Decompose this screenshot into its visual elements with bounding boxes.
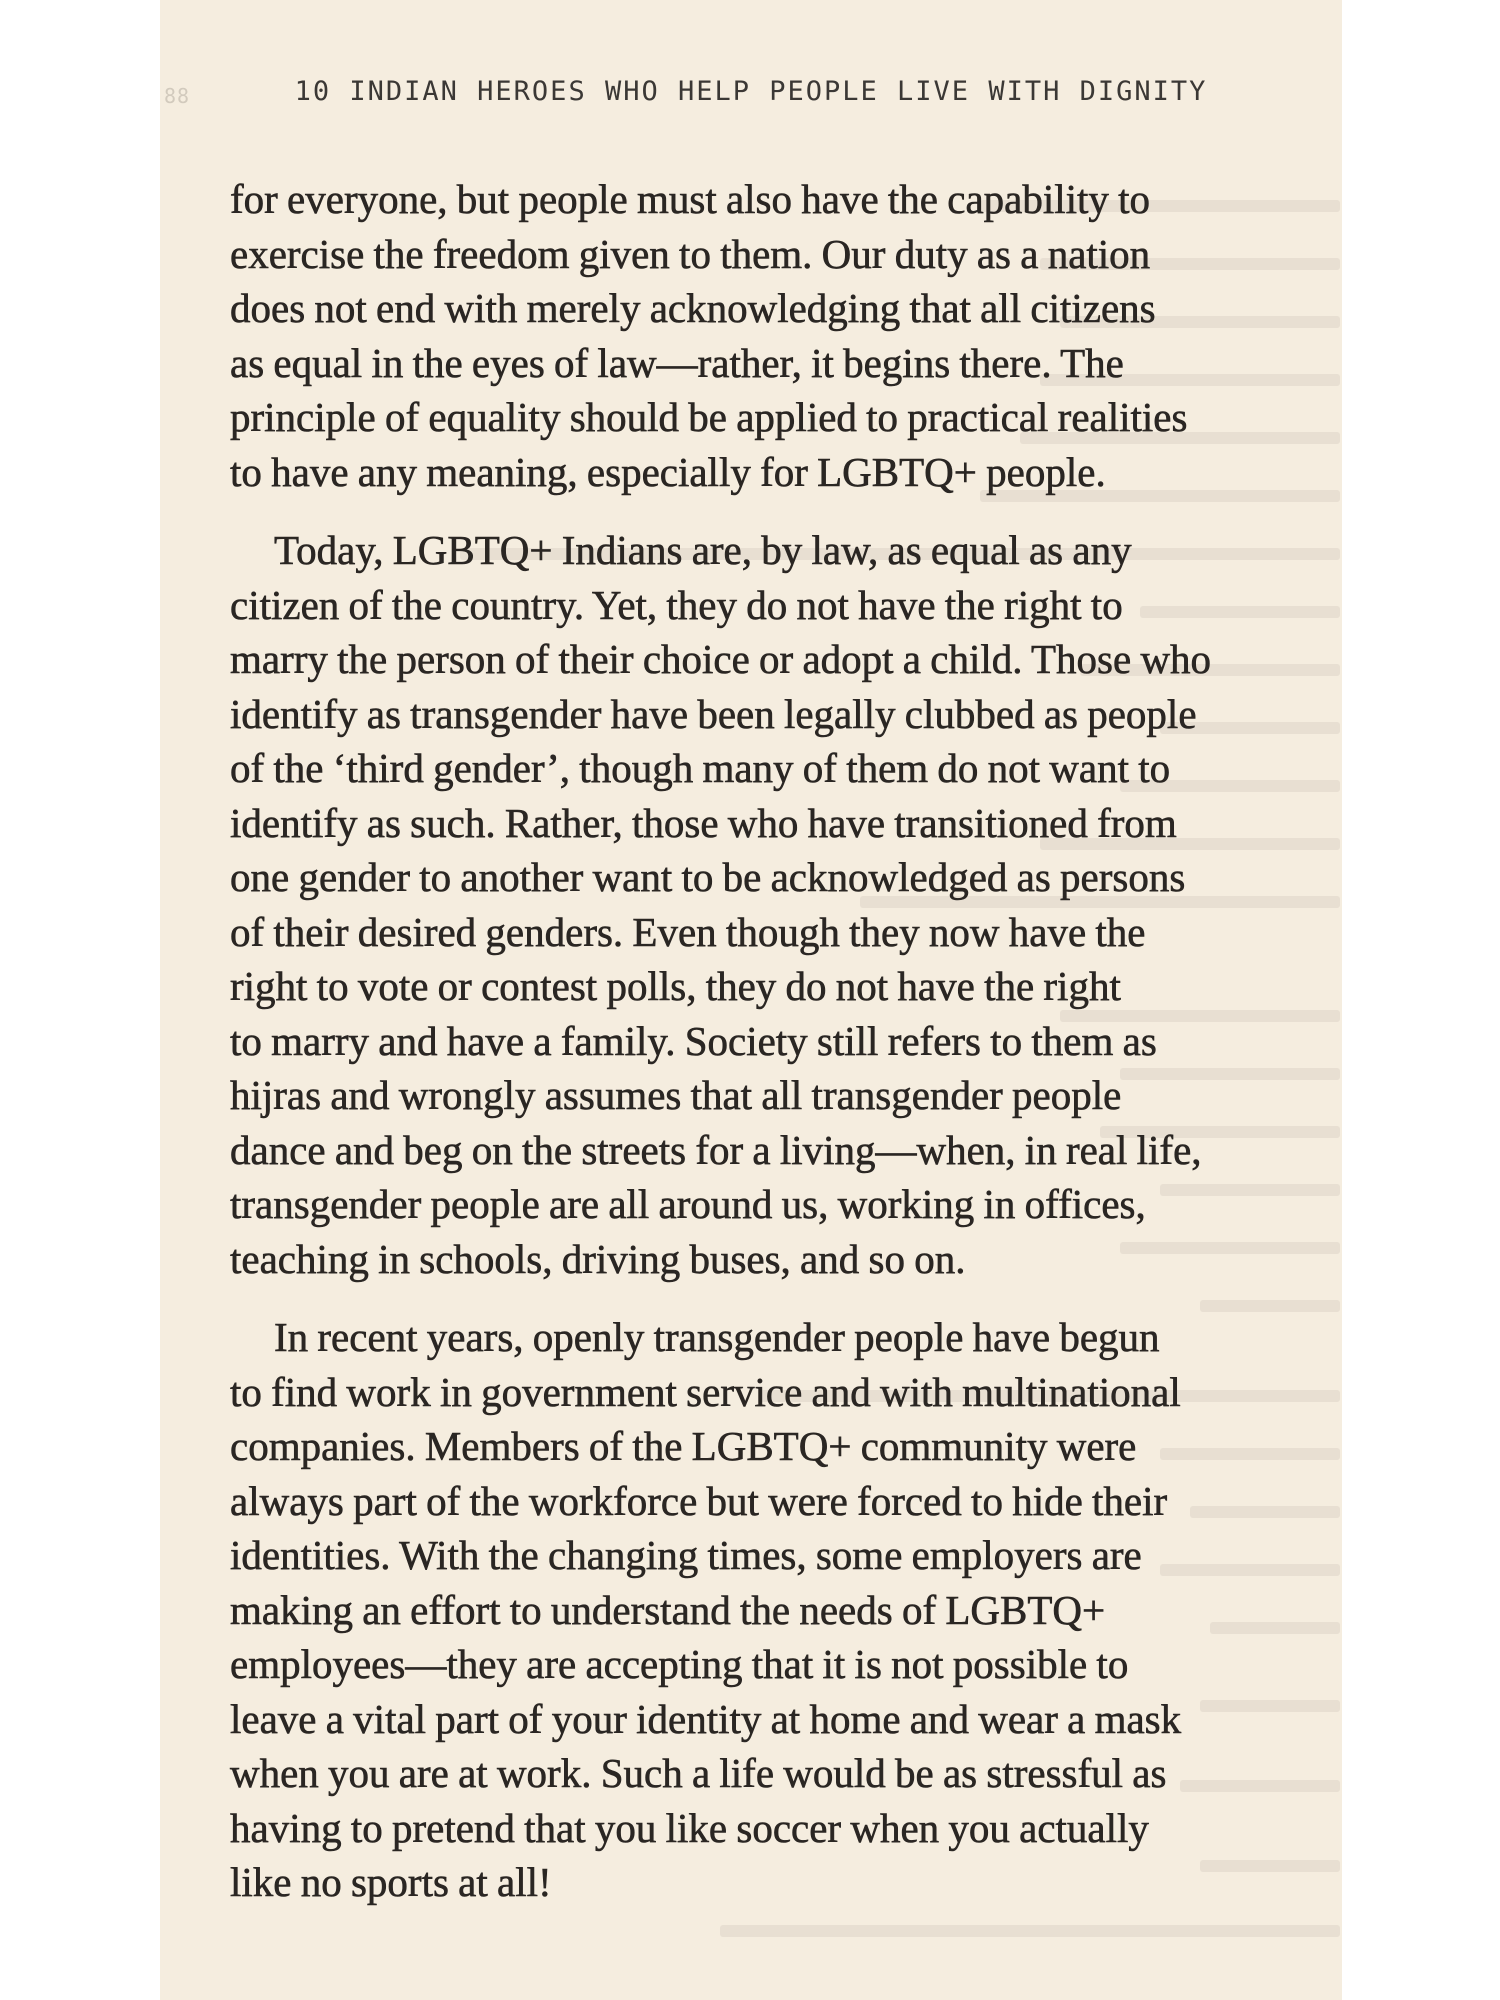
text-line: dance and beg on the streets for a living—when, in real life, <box>230 1126 1202 1173</box>
text-line: of the ‘third gender’, though many of them do not want to <box>230 745 1171 791</box>
text-line: of their desired genders. Even though they now have the <box>230 908 1146 955</box>
text-line: does not end with merely acknowledging that all citizens <box>230 285 1156 331</box>
text-line: one gender to another want to be acknowledged as persons <box>230 854 1186 900</box>
text-line: Today, LGBTQ+ Indians are, by law, as equal as any <box>274 527 1132 573</box>
text-line: identify as transgender have been legally clubbed as people <box>230 690 1197 737</box>
text-line: teaching in schools, driving buses, and so on. <box>230 1235 966 1282</box>
text-line: employees—they are accepting that it is not possible to <box>230 1641 1129 1687</box>
running-head: 10 INDIAN HEROES WHO HELP PEOPLE LIVE WITH DIGNITY <box>294 76 1208 107</box>
paragraph-3 <box>230 1310 1270 1910</box>
ghost-page-number: 88 <box>164 84 191 108</box>
text-line: having to pretend that you like soccer when you actually <box>230 1804 1149 1851</box>
text-line: to have any meaning, especially for LGBTQ+ people. <box>230 448 1106 495</box>
text-line: marry the person of their choice or adopt a child. Those who <box>230 636 1212 682</box>
text-line: always part of the workforce but were forced to hide their <box>230 1477 1168 1524</box>
text-line: hijras and wrongly assumes that all transgender people <box>230 1072 1122 1118</box>
text-line: as equal in the eyes of law—rather, it begins there. The <box>230 339 1124 386</box>
text-line: for everyone, but people must also have the capability to <box>230 176 1151 222</box>
paragraph-2 <box>230 523 1270 1286</box>
text-line: right to vote or contest polls, they do not have the right <box>230 963 1121 1009</box>
text-line: citizen of the country. Yet, they do not have the right to <box>230 581 1123 628</box>
text-line: exercise the freedom given to them. Our duty as a nation <box>230 230 1151 277</box>
text-line: leave a vital part of your identity at home and wear a mask <box>230 1695 1182 1742</box>
paragraph-1 <box>230 172 1270 499</box>
text-line: to find work in government service and with multinational <box>230 1368 1181 1415</box>
text-line: transgender people are all around us, working in offices, <box>230 1181 1146 1227</box>
text-line: to marry and have a family. Society still refers to them as <box>230 1017 1157 1064</box>
book-page <box>160 0 1342 2000</box>
text-line: when you are at work. Such a life would be as stressful as <box>230 1750 1167 1796</box>
text-line: identities. With the changing times, some employers are <box>230 1532 1142 1578</box>
text-line: like no sports at all! <box>230 1859 552 1905</box>
text-line: companies. Members of the LGBTQ+ community were <box>230 1423 1137 1469</box>
text-line: identify as such. Rather, those who have transitioned from <box>230 799 1177 846</box>
text-line: principle of equality should be applied to practical realities <box>230 394 1188 440</box>
body-text <box>230 172 1270 1934</box>
text-line: making an effort to understand the needs of LGBTQ+ <box>230 1586 1106 1633</box>
text-line: In recent years, openly transgender people have begun <box>274 1314 1160 1360</box>
